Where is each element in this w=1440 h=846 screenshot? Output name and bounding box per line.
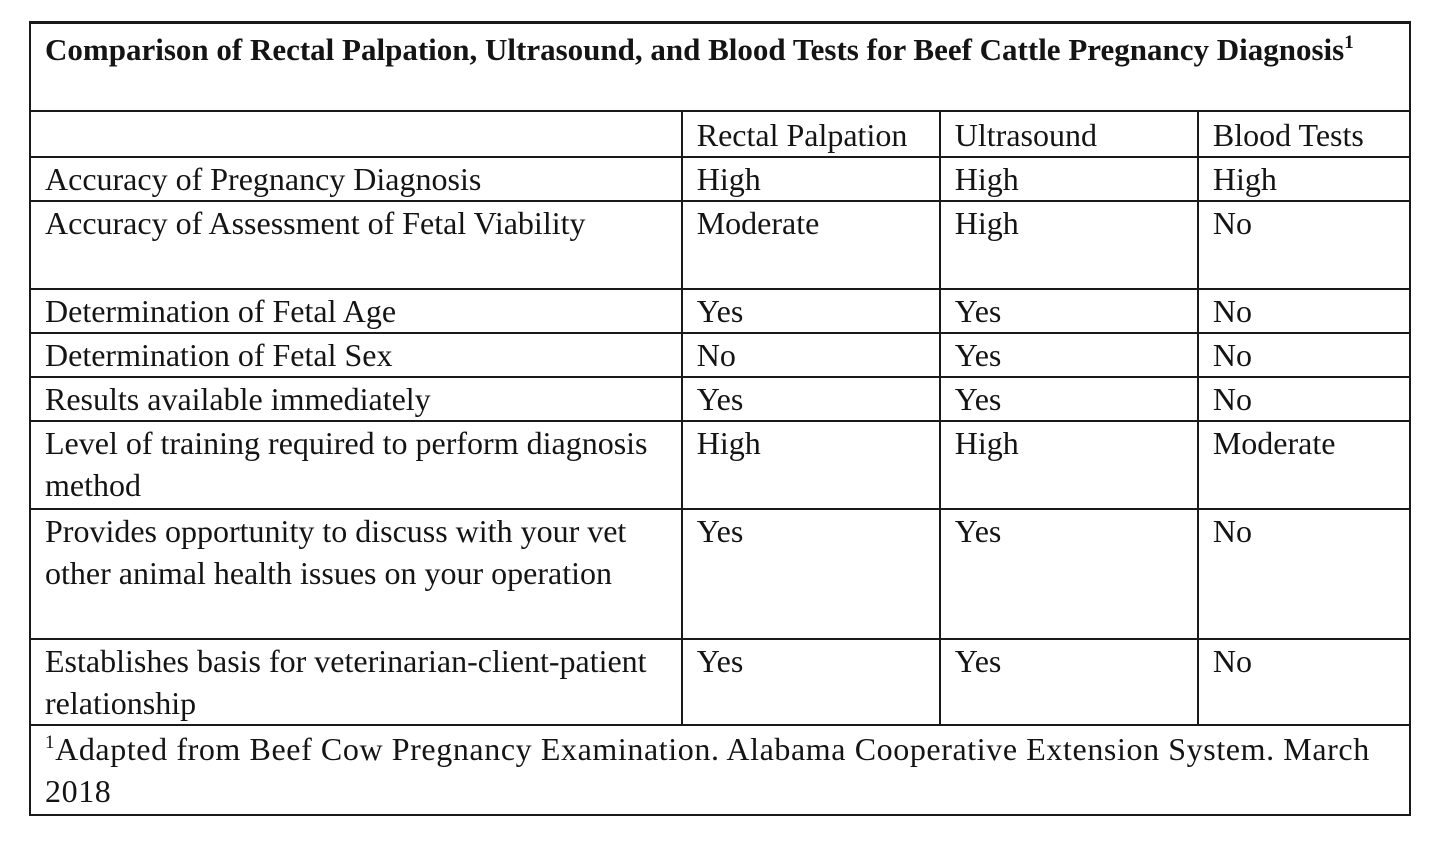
table-header-row xyxy=(30,111,1410,157)
table-row xyxy=(30,333,1410,377)
header-cell-empty xyxy=(30,111,682,157)
header-cell-blood-tests: Blood Tests xyxy=(1198,111,1410,157)
cell-blood-tests: No xyxy=(1198,333,1410,377)
cell-rectal-palpation: High xyxy=(682,157,940,201)
cell-rectal-palpation: Yes xyxy=(682,509,940,639)
cell-rectal-palpation: Yes xyxy=(682,377,940,421)
cell-ultrasound: Yes xyxy=(940,509,1198,639)
row-label: Level of training required to perform diagnosis method xyxy=(30,421,682,509)
row-label: Establishes basis for veterinarian-client-patient relationship xyxy=(30,639,682,725)
cell-ultrasound: High xyxy=(940,421,1198,509)
cell-blood-tests: No xyxy=(1198,201,1410,289)
footnote-marker: 1 xyxy=(45,732,56,753)
table-title-text: Comparison of Rectal Palpation, Ultrasound, and Blood Tests for Beef Cattle Pregnancy Diagnosis xyxy=(45,32,1345,67)
cell-blood-tests: No xyxy=(1198,377,1410,421)
cell-ultrasound: High xyxy=(940,157,1198,201)
table-footnote xyxy=(30,725,1410,815)
cell-rectal-palpation: Yes xyxy=(682,289,940,333)
cell-rectal-palpation: Moderate xyxy=(682,201,940,289)
table-row xyxy=(30,289,1410,333)
cell-ultrasound: Yes xyxy=(940,639,1198,725)
cell-blood-tests: No xyxy=(1198,509,1410,639)
cell-rectal-palpation: Yes xyxy=(682,639,940,725)
row-label: Accuracy of Assessment of Fetal Viability xyxy=(30,201,682,289)
cell-blood-tests: No xyxy=(1198,639,1410,725)
cell-rectal-palpation: No xyxy=(682,333,940,377)
row-label: Results available immediately xyxy=(30,377,682,421)
cell-blood-tests: High xyxy=(1198,157,1410,201)
table-title-row xyxy=(30,23,1410,112)
table-row xyxy=(30,377,1410,421)
cell-blood-tests: Moderate xyxy=(1198,421,1410,509)
cell-ultrasound: Yes xyxy=(940,377,1198,421)
table-row xyxy=(30,421,1410,509)
table-footnote-row xyxy=(30,725,1410,815)
header-cell-ultrasound: Ultrasound xyxy=(940,111,1198,157)
cell-ultrasound: Yes xyxy=(940,289,1198,333)
row-label: Accuracy of Pregnancy Diagnosis xyxy=(30,157,682,201)
header-cell-rectal-palpation: Rectal Palpation xyxy=(682,111,940,157)
table-row xyxy=(30,639,1410,725)
table-row xyxy=(30,157,1410,201)
table-row xyxy=(30,201,1410,289)
table-row xyxy=(30,509,1410,639)
row-label: Provides opportunity to discuss with your vet other animal health issues on your operation xyxy=(30,509,682,639)
comparison-table-container xyxy=(29,21,1411,816)
title-footnote-marker: 1 xyxy=(1344,32,1354,53)
cell-blood-tests: No xyxy=(1198,289,1410,333)
cell-ultrasound: Yes xyxy=(940,333,1198,377)
cell-rectal-palpation: High xyxy=(682,421,940,509)
row-label: Determination of Fetal Age xyxy=(30,289,682,333)
table-title xyxy=(30,23,1410,112)
cell-ultrasound: High xyxy=(940,201,1198,289)
comparison-table xyxy=(29,21,1411,816)
footnote-text: Adapted from Beef Cow Pregnancy Examination. Alabama Cooperative Extension System. March 2018 xyxy=(45,731,1370,809)
row-label: Determination of Fetal Sex xyxy=(30,333,682,377)
